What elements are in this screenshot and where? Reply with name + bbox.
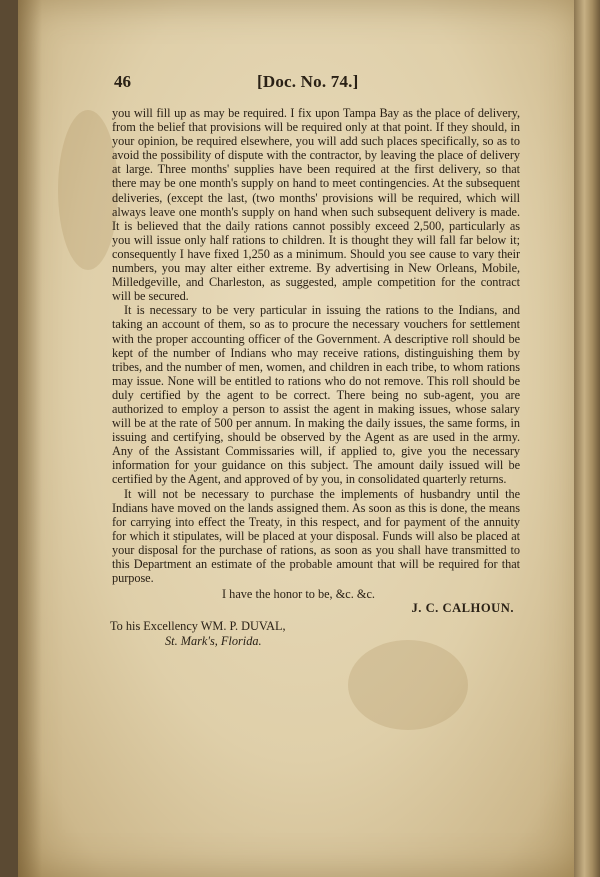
addressee-place: St. Mark's, Florida. <box>165 633 262 648</box>
paragraph: you will fill up as may be required. I fix upon Tampa Bay as the place of delivery, from the belief that provisions will be required only at that point. If they should, in your opinion, be required elsewhere, you will add such places specifically, so as to avoid the possibility of dispute with the contractor, by leaving the place of delivery at large. Three months' supplies have been required at the first delivery, so that there may be one month's supply on hand to meet contingencies. At the subsequent deliveries, (except the last, (two months' provisions will be required, which will always leave one month's supply on hand when such subsequent delivery is made. It is believed that the daily rations cannot possibly exceed 2,500, particularly as you will issue only half rations to children. It is thought they will fall far below it; consequently I have fixed 1,250 as a minimum. Should you see cause to vary their numbers, you may alter either extreme. By advertising in New Orleans, Mobile, Milledgeville, and Charleston, as suggested, ample competition for the contract will be secured. <box>112 106 520 304</box>
next-page-edge <box>574 0 600 877</box>
signature: J. C. CALHOUN. <box>411 601 514 616</box>
paper-stain <box>58 110 118 270</box>
running-header <box>112 72 520 96</box>
paper-stain <box>348 640 468 730</box>
paragraph: It will not be necessary to purchase the implements of husbandry until the Indians have moved on the lands assigned them. As soon as this is done, the means for carrying into effect the Treaty, in this respect, and for payment of the annuity for which it stipulates, will be placed at your disposal. Funds will also be placed at your disposal for the purchase of rations, as soon as you shall have transmitted to this Department an estimate of the probable amount that will be required for that purpose. <box>112 486 520 586</box>
letter-body <box>112 106 520 585</box>
complimentary-close: I have the honor to be, &c. &c. <box>222 587 375 602</box>
page-text-block <box>112 72 520 648</box>
page-number: 46 <box>114 72 131 91</box>
addressee-name: To his Excellency WM. P. DUVAL, <box>110 619 286 634</box>
paragraph: It is necessary to be very particular in issuing the rations to the Indians, and taking an account of them, so as to procure the necessary vouchers for settlement with the proper accounting officer of the Government. A descriptive roll should be kept of the number of Indians who may receive rations, distinguishing them by tribes, and the number of men, women, and children in each tribe, to whom rations may issue. None will be entitled to rations who do not remove. This roll should be duly certified by the agent to be correct. There being no sub-agent, you are authorized to employ a person to assist the agent in making issues, whose salary will be at the rate of 500 per annum. In making the daily issues, the same forms, in issuing and certifying, should be observed by the Agent as are used in the army. Any of the Assistant Commissaries will, if applied to, give you the necessary information for your guidance on this subject. The amount daily issued will be certified by the Agent, and approved of by you, in consolidated quarterly returns. <box>112 303 520 487</box>
addressee <box>110 619 520 648</box>
document-label: [Doc. No. 74.] <box>257 72 359 91</box>
